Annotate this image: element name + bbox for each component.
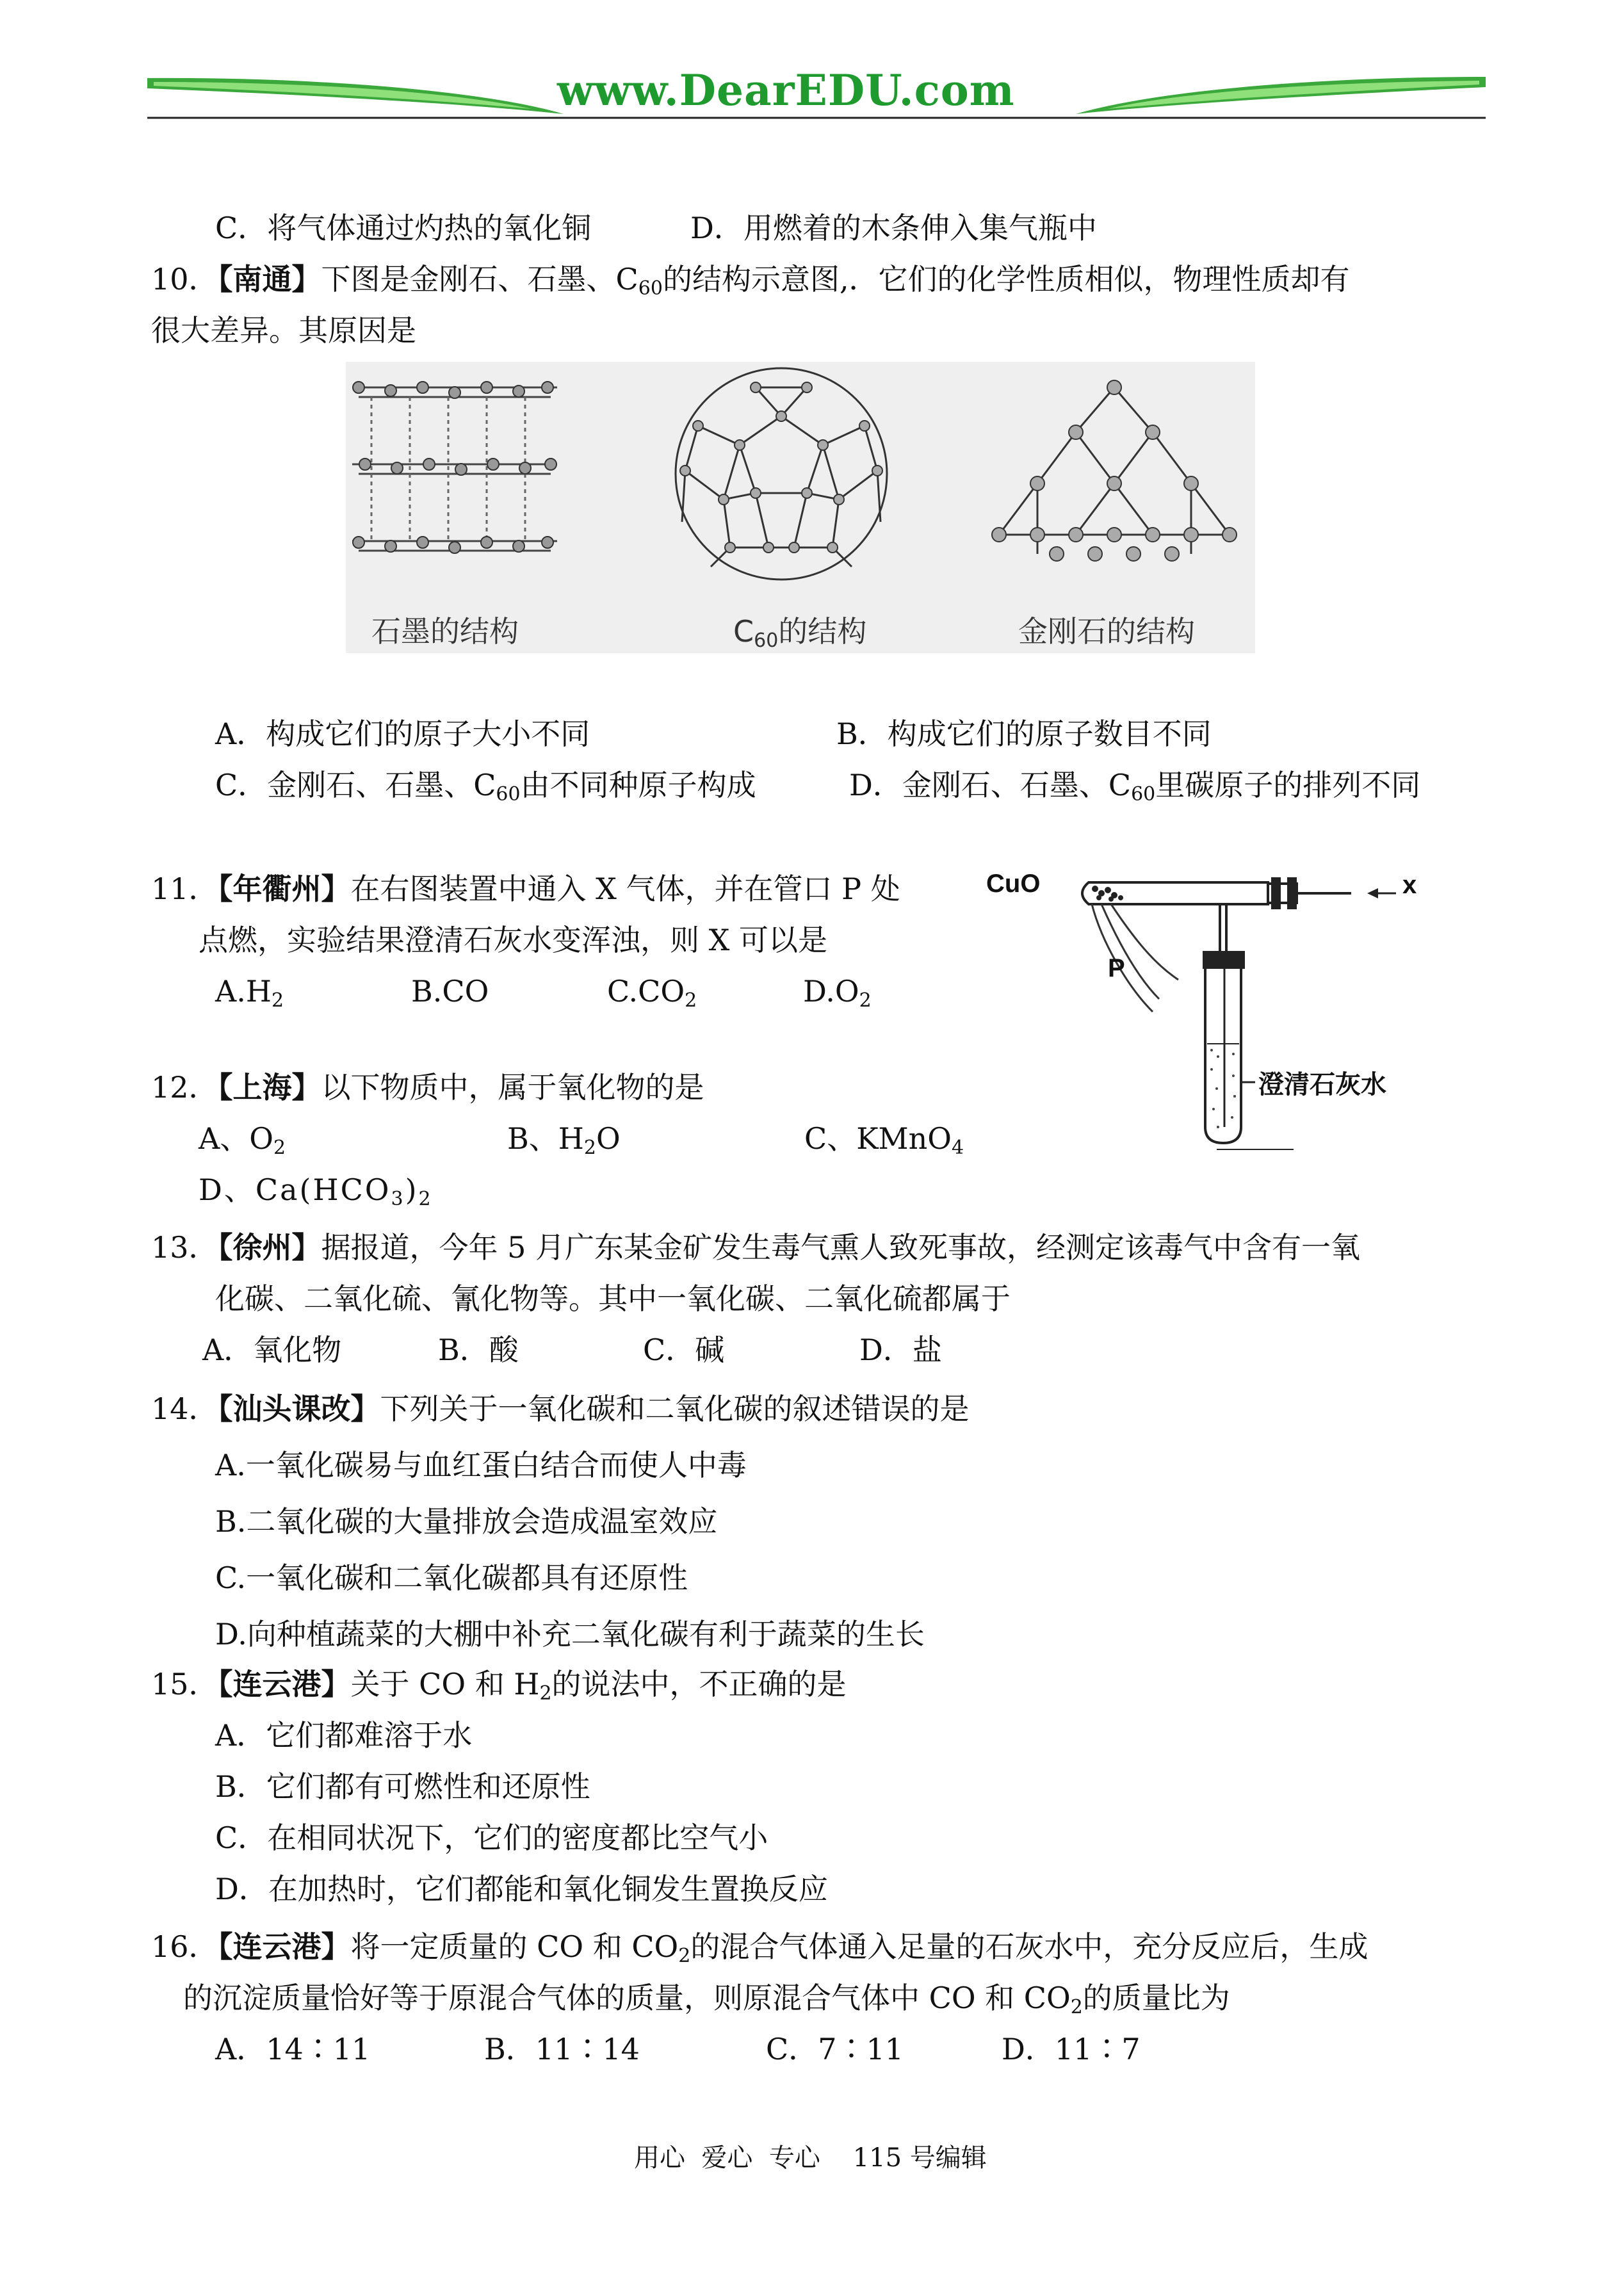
q13-source: 【徐州】 bbox=[218, 1230, 321, 1265]
q13-stem-line2: 化碳、二氧化硫、氰化物等。其中一氧化碳、二氧化硫都属于 bbox=[215, 1281, 1011, 1316]
q13-stem: 13．【徐州】据报道，今年 5 月广东某金矿发生毒气熏人致死事故，经测定该毒气中含有一氧 bbox=[151, 1230, 1361, 1265]
q12-option-d: D、$Ca(HCO_3)_2$ bbox=[199, 1172, 433, 1210]
q10-number: 10． bbox=[151, 262, 218, 296]
q15-option-b: B．它们都有可燃性和还原性 bbox=[215, 1769, 590, 1804]
q14-option-a: A.一氧化碳易与血红蛋白结合而使人中毒 bbox=[215, 1448, 747, 1482]
q15-option-c: C．在相同状况下，它们的密度都比空气小 bbox=[215, 1821, 768, 1855]
q11-option-b: B.CO bbox=[411, 974, 489, 1009]
q10-option-d: D．金刚石、石墨、$C_{60}$里碳原子的排列不同 bbox=[849, 768, 1421, 806]
q12-option-a: A、$O_2$ bbox=[199, 1121, 286, 1159]
q14-option-b: B.二氧化碳的大量排放会造成温室效应 bbox=[215, 1504, 718, 1539]
q13-option-c: C．碱 bbox=[643, 1333, 725, 1367]
q16-option-a: A．14∶11 bbox=[215, 2032, 371, 2066]
q16-option-b: B．11∶14 bbox=[484, 2032, 640, 2066]
q10-source: 【南通】 bbox=[218, 262, 321, 296]
q14-option-d: D.向种植蔬菜的大棚中补充二氧化碳有利于蔬菜的生长 bbox=[215, 1617, 925, 1651]
header-banner bbox=[147, 64, 1486, 125]
q10-option-c: C．金刚石、石墨、$C_{60}$由不同种原子构成 bbox=[215, 768, 756, 806]
apparatus-svg bbox=[986, 858, 1447, 1153]
p-label: P bbox=[1108, 954, 1125, 982]
q13-option-b: B．酸 bbox=[438, 1333, 519, 1367]
q10-option-a: A．构成它们的原子大小不同 bbox=[215, 717, 590, 751]
q15-stem: 15．【连云港】关于 CO 和 $H_2$的说法中，不正确的是 bbox=[151, 1667, 847, 1705]
q11-stem-line2: 点燃，实验结果澄清石灰水变浑浊，则 X 可以是 bbox=[199, 923, 827, 957]
q16-option-d: D．11∶7 bbox=[1002, 2032, 1141, 2066]
q16-option-c: C．7∶11 bbox=[766, 2032, 904, 2066]
c60-structure bbox=[676, 368, 887, 580]
q16-stem-line2: 的沉淀质量恰好等于原混合气体的质量，则原混合气体中 CO 和 $CO_2$的质量比为 bbox=[183, 1981, 1230, 2018]
q11-stem: 11．【年衢州】在右图装置中通入 X 气体，并在管口 P 处 bbox=[151, 872, 900, 906]
c60-caption: $C_{60}$的结构 bbox=[733, 614, 867, 652]
graphite-caption: 石墨的结构 bbox=[371, 614, 519, 649]
diamond-structure bbox=[992, 380, 1237, 561]
limewater-label: 澄清石灰水 bbox=[1258, 1070, 1386, 1099]
q13-option-d: D．盐 bbox=[859, 1333, 942, 1367]
q11-option-a: $A.H_2$ bbox=[215, 974, 284, 1012]
page-footer: 用心 爱心 专心 115 号编辑 bbox=[634, 2143, 987, 2173]
graphite-structure bbox=[352, 382, 557, 553]
q10-option-b: B．构成它们的原子数目不同 bbox=[836, 717, 1212, 751]
q14-source: 【汕头课改】 bbox=[218, 1391, 380, 1426]
q14-option-c: C.一氧化碳和二氧化碳都具有还原性 bbox=[215, 1561, 688, 1595]
q9-option-d: D．用燃着的木条伸入集气瓶中 bbox=[690, 211, 1097, 245]
q11-option-c: $C.CO_2$ bbox=[607, 974, 697, 1012]
q9-option-c: C．将气体通过灼热的氧化铜 bbox=[215, 211, 592, 245]
q10-stem-line2: 很大差异。其原因是 bbox=[151, 313, 416, 348]
q15-option-a: A．它们都难溶于水 bbox=[215, 1718, 473, 1753]
diamond-caption: 金刚石的结构 bbox=[1018, 614, 1195, 649]
q16-source: 【连云港】 bbox=[218, 1929, 351, 1964]
q11-option-d: $D.O_2$ bbox=[803, 974, 872, 1012]
x-label: x bbox=[1402, 871, 1417, 899]
q10-stem: 10．【南通】下图是金刚石、石墨、$C_{60}$的结构示意图,．它们的化学性质相似，物理性质却有 bbox=[151, 262, 1350, 300]
q15-option-d: D．在加热时，它们都能和氧化铜发生置换反应 bbox=[215, 1872, 828, 1906]
q11-source: 【年衢州】 bbox=[218, 872, 351, 906]
q15-source: 【连云港】 bbox=[218, 1667, 351, 1701]
cuo-label: CuO bbox=[986, 870, 1041, 898]
header-logo-text[interactable]: www.DearEDU.com bbox=[557, 65, 1015, 115]
q12-source: 【上海】 bbox=[218, 1070, 321, 1105]
carbon-structures-figure bbox=[346, 362, 1255, 653]
q12-option-c: C、KMnO$_4$ bbox=[804, 1121, 964, 1159]
q16-stem: 16．【连云港】将一定质量的 CO 和 $CO_2$的混合气体通入足量的石灰水中，充分反应后，生成 bbox=[151, 1929, 1368, 1967]
q12-stem: 12．【上海】以下物质中，属于氧化物的是 bbox=[151, 1070, 704, 1105]
apparatus-figure bbox=[986, 858, 1447, 1153]
q14-stem: 14．【汕头课改】下列关于一氧化碳和二氧化碳的叙述错误的是 bbox=[151, 1391, 970, 1426]
q13-option-a: A．氧化物 bbox=[202, 1333, 342, 1367]
q12-option-b: B、$H_2O$ bbox=[507, 1121, 621, 1159]
